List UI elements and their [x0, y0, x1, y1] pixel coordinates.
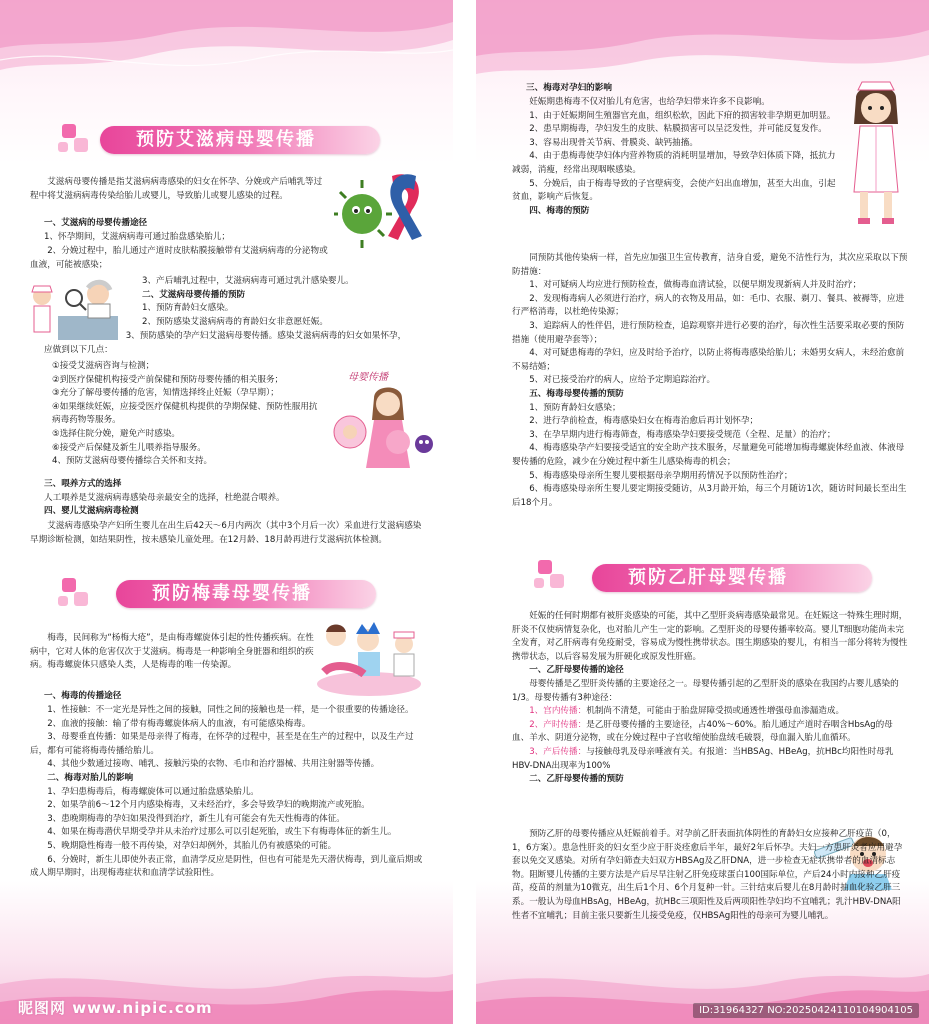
syphilis-route-item: 4、其他少数通过接吻、哺乳、接触污染的衣物、毛巾和治疗器械、共用注射器等传播。: [47, 759, 380, 770]
syphilis-prevention-item: 4、对可疑患梅毒的孕妇，应及时给予治疗，以防止将梅毒感染给胎儿；未婚男女病人，未经治愈前不易结婚；: [512, 348, 905, 372]
syphilis-routes-heading-block: [44, 690, 424, 704]
aids-prevention-item: 2、预防感染艾滋病病毒的育龄妇女非意愿妊娠。: [142, 316, 328, 327]
hepb-prevention-heading: 二、乙肝母婴传播的预防: [529, 774, 624, 785]
syphilis-mother-item: 3、容易出现骨关节病、骨膜炎、缺钙抽搐。: [529, 137, 698, 148]
aids-route-item: 2、分娩过程中，胎儿通过产道时皮肤粘膜接触带有艾滋病病毒的分泌物或血液，可能被感染；: [30, 246, 328, 270]
banner-deco-square: [62, 124, 76, 138]
syphilis-prevention-item: 同预防其他传染病一样，首先应加强卫生宣传教育，洁身自爱，避免不洁性行为，其次应采取以下预防措施：: [512, 253, 908, 277]
syphilis-prevention-item: 2、发现梅毒病人必须进行治疗，病人的衣物及用品，如：毛巾、衣服、剃刀、餐具、被褥等，应进行严格消毒，以杜绝传染源；: [512, 293, 905, 318]
aids-route-item: 1、怀孕期间，艾滋病病毒可通过胎盘感染胎儿；: [44, 231, 230, 242]
nurse-illustration: [840, 80, 912, 230]
watermark: 昵图网 www.nipic.com: [18, 999, 213, 1017]
aids-testing-heading: 四、婴儿艾滋病病毒检测: [44, 506, 139, 517]
banner-deco-square: [58, 142, 68, 152]
aids-check-item: ⑥接受产后保健及新生儿喂养指导服务。: [52, 442, 206, 453]
banner-deco-square: [74, 592, 88, 606]
hepb-route-label: 1、宫内传播：: [529, 706, 587, 717]
aids-route2-block: [30, 245, 330, 272]
aids-feeding-text: 人工喂养是艾滋病病毒感染母亲最安全的选择，杜绝混合喂养。: [44, 492, 285, 503]
aids-checklist: [52, 360, 326, 469]
syphilis-mtct-heading: 五、梅毒母婴传播的预防: [529, 388, 624, 399]
aids-testing-text: 艾滋病毒感染孕产妇所生婴儿在出生后42天～6月内两次（其中3个月后一次）采血进行艾滋病感染早期诊断检测，如结果阴性，按未感染儿童处理。在12月龄、18月龄再进行艾滋病抗体检测。: [30, 521, 422, 545]
aids-feeding-block: [44, 478, 424, 519]
hepb-route-text: 机制尚不清楚，可能由于胎盘屏障受损或通透性增强母血渗漏造成。: [586, 706, 845, 717]
hepb-prevention-block-a: [512, 828, 903, 923]
syphilis-fetus-item: 6、分娩时，新生儿即使外表正常，血清学反应是阴性，但也有可能是先天潜伏梅毒，到儿童后期或成人期早期时，出现梅毒症状和血清学试验阳性。: [30, 854, 423, 879]
syphilis-intro: 梅毒，民间称为“杨梅大疮”，是由梅毒螺旋体引起的性传播疾病。在性病中，它对人体的危害仅次于艾滋病。梅毒是一种影响全身脏器和组织的疾病。梅毒螺旋体只感染人类，人是梅毒的唯一传染源。: [30, 633, 314, 671]
top-wave-decoration: [0, 0, 453, 90]
syphilis-route-item: 3、母婴垂直传播：如果是母亲得了梅毒，在怀孕的过程中，甚至是在生产的过程中，以及生产过后，都有可能将梅毒传播给胎儿。: [30, 732, 414, 756]
syphilis-intro-block: [30, 632, 320, 673]
top-wave-decoration: [476, 0, 929, 90]
aids-prevention-item: 1、预防育龄妇女感染。: [142, 303, 234, 314]
syphilis-mother-item: 1、由于妊娠期间生殖器官充血，组织松软，因此下疳的损害较非孕期更加明显。: [529, 110, 836, 121]
hepb-route-item: [512, 705, 908, 719]
banner-deco-square: [62, 578, 76, 592]
syphilis-mtct-item: 5、梅毒感染母亲所生婴儿要根据母亲孕期用药情况予以预防性治疗；: [529, 470, 793, 481]
banner-deco-square: [550, 574, 564, 588]
aids-intro: 艾滋病母婴传播是指艾滋病病毒感染的妇女在怀孕、分娩或产后哺乳等过程中将艾滋病病毒传染给胎儿或婴儿，导致胎儿或婴儿感染的过程。: [30, 177, 323, 201]
syphilis-mother-heading: 三、梅毒对孕妇的影响: [526, 83, 612, 93]
pregnant-mother-illustration: [330, 380, 436, 472]
aids-routes-block: [44, 217, 334, 244]
syphilis-prevention-item: 1、对可疑病人均应进行预防检查，做梅毒血清试验，以便早期发现新病人并及时治疗；: [529, 280, 862, 291]
aids-check-item: ①接受艾滋病咨询与检测；: [52, 361, 155, 371]
id-tag: ID:31964327 NO:20250424110104904105: [693, 1003, 919, 1018]
syphilis-mother-item: 2、患早期梅毒，孕妇发生的皮肤、粘膜损害可以呈泛发性，并可能反复发作。: [529, 124, 827, 135]
aids-prevention-heading: 二、艾滋病母婴传播的预防: [142, 289, 246, 300]
aids-prevention-item: 4、预防艾滋病母婴传播综合关怀和支持。: [52, 456, 213, 467]
syphilis-routes-block: [30, 704, 426, 881]
illustration-label: 母婴传播: [348, 372, 388, 383]
syphilis-fetus-item: 1、孕妇患梅毒后，梅毒螺旋体可以通过胎盘感染胎儿。: [47, 786, 259, 797]
syphilis-banner: 预防梅毒母婴传播: [116, 580, 376, 608]
hepb-route-item: [512, 719, 908, 746]
banner-deco-square: [58, 596, 68, 606]
syphilis-mother-item: 妊娠期患梅毒不仅对胎儿有危害，也给孕妇带来许多不良影响。: [529, 97, 770, 107]
syphilis-fetus-item: 3、患晚期梅毒的孕妇如果没得到治疗，新生儿有可能会有先天性梅毒的体征。: [47, 813, 345, 824]
syphilis-fetus-item: 4、如果在梅毒潜伏早期受孕并从未治疗过那么可以引起死胎，或生下有梅毒体征的新生儿。: [47, 827, 397, 838]
hepb-intro: 妊娠的任何时期都有被肝炎感染的可能，其中乙型肝炎病毒感染最常见。在妊娠这一特殊生理时期，肝炎不仅使病情复杂化，也对胎儿产生一定的影响。乙型肝炎的母婴传播率较高。婴儿T细胞功能尚未完全发育，对乙肝病毒有免疫耐受，容易成为慢性携带状态。围生期感染的婴儿，有相当一部分将转为慢性携带状态，以后容易发展为肝硬化或原发性肝癌。: [512, 611, 908, 662]
syphilis-mother-item: 4、由于患梅毒使孕妇体内营养物质的消耗明显增加，导致孕妇体质下降，抵抗力减弱，消瘦，经常出现咽喉感染。: [512, 151, 836, 175]
left-panel: [0, 0, 453, 1024]
hepb-route-text: 是乙肝母婴传播的主要途径，占40%～60%。胎儿通过产道时吞咽含HbsAg的母血、羊水、阴道分泌物，或在分娩过程中子宫收缩使胎盘绒毛破裂，母血漏入胎儿血循环。: [512, 719, 893, 744]
aids-check-item: ⑤选择住院分娩，避免产时感染。: [52, 428, 181, 439]
syphilis-routes-heading: 一、梅毒的传播途径: [44, 691, 122, 701]
syphilis-fetus-item: 2、如果孕前6～12个月内感染梅毒，又未经治疗，多会导致孕妇的晚期流产或死胎。: [47, 800, 370, 811]
aids-intro-block: [30, 176, 328, 203]
syphilis-mtct-item: 6、梅毒感染母亲所生婴儿要定期接受随访，从3月龄开始，每三个月随访1次，随访时间最长至出生后18个月。: [512, 484, 907, 508]
syphilis-prevention-item: 3、追踪病人的性伴侣，进行预防检查，追踪观察并进行必要的治疗，每次性生活要采取必要的预防措施（使用避孕套等）；: [512, 320, 905, 345]
hepb-route-label: 3、产后传播：: [529, 746, 587, 757]
right-panel: [476, 0, 929, 1024]
hepb-intro-block: [512, 610, 908, 787]
syphilis-prevention-heading: 四、梅毒的预防: [529, 205, 590, 216]
syphilis-prevention-block: [512, 252, 908, 510]
syphilis-route-item: 1、性接触：不一定光是异性之间的接触，同性之间的接触也是一样，是一个很重要的传播途径。: [47, 705, 414, 715]
aids-route-item: 3、产后哺乳过程中，艾滋病病毒可通过乳汁感染婴儿。: [142, 276, 354, 286]
aids-routes-heading: 一、艾滋病的母婴传播途径: [44, 218, 148, 228]
hepb-route-text: 与接触母乳及母亲唾液有关。有报道：当HBSAg、HBeAg，抗HBc均阳性时母乳HBV-DNA出现率为100%: [512, 746, 894, 771]
syphilis-mtct-item: 1、预防育龄妇女感染；: [529, 402, 621, 413]
hepb-prevention-text: 预防乙肝的母婴传播应从妊娠前着手。对孕前乙肝表面抗体阴性的育龄妇女应接种乙肝疫苗（0，1，6方案）。患急性肝炎的妇女至少应于肝炎痊愈后半年，最好2年后怀孕。夫妇一方患肝炎者应用避孕套以免交叉感染。对所有孕妇筛查夫妇双方HBSAg及乙肝DNA，进一步检查无症状携带者的血清标志物。阻断婴儿传播的主要方法是产后尽早注射乙肝免疫球蛋白100国际单位，产后24小时内接种乙肝疫苗，疫苗的剂量为10微克，出生后1个月、6个月复种一针。三针结束后婴儿在8月龄时抽血化验乙肝三系。一般认为母血HBsAg，HBeAg，抗HBc三项阳性及后两项阳性孕妇均不宜哺乳；乳汁HBV-DNA阳性者不宜哺乳；目前主张只要新生儿接受免疫，仅HBSAg阳性的母亲可为婴儿哺乳。: [512, 829, 903, 921]
syphilis-mtct-item: 2、进行孕前检查，梅毒感染妇女在梅毒治愈后再计划怀孕；: [529, 416, 759, 427]
ribbon-virus-illustration: [334, 170, 432, 254]
syphilis-mtct-item: 3、在孕早期内进行梅毒筛查，梅毒感染孕妇要接受规范（全程、足量）的治疗；: [529, 429, 836, 440]
aids-check-item: ②到医疗保健机构接受产前保健和预防母婴传播的相关服务；: [52, 374, 284, 385]
banner-deco-square: [538, 560, 552, 574]
syphilis-mother-block: [512, 96, 844, 218]
aids-feeding-heading: 三、喂养方式的选择: [44, 479, 122, 489]
syphilis-mother-heading-block: [526, 82, 836, 96]
banner-deco-square: [74, 138, 88, 152]
patients-illustration: [314, 622, 424, 698]
syphilis-fetus-heading: 二、梅毒对胎儿的影响: [47, 772, 134, 783]
hepb-route-label: 2、产时传播：: [529, 719, 587, 730]
hepb-banner: 预防乙肝母婴传播: [592, 564, 872, 592]
syphilis-mtct-item: 4、梅毒感染孕产妇要接受适宜的安全助产技术服务，尽量避免可能增加梅毒螺旋体经血液、体液母婴传播的危险，减少在分娩过程中新生儿感染梅毒的机会；: [512, 443, 905, 467]
aids-prevention-block: [142, 275, 412, 329]
aids-check-item: ④如果继续妊娠，应接受医疗保健机构提供的孕期保健、预防性服用抗病毒药物等服务。: [52, 401, 318, 426]
aids-prevention-item: 3、预防感染的孕产妇艾滋病母婴传播。感染艾滋病病毒的妇女如果怀孕，应做到以下几点：: [44, 331, 407, 355]
syphilis-mother-item: 5、分娩后，由于梅毒导致的子宫壁病变，会使产妇出血增加，甚至大出血，引起贫血，影响产后恢复。: [512, 178, 836, 203]
hepb-route-item: [512, 746, 908, 773]
banner-deco-square: [534, 578, 544, 588]
hepb-routes-heading: 一、乙肝母婴传播的途径: [529, 665, 624, 676]
syphilis-route-item: 2、血液的接触：输了带有梅毒螺旋体病人的血液，有可能感染梅毒。: [47, 718, 311, 729]
syphilis-fetus-item: 5、晚期隐性梅毒一般不再传染，对孕妇却例外，其胎儿仍有被感染的可能。: [47, 840, 337, 851]
hepb-route-intro: 母婴传播是乙型肝炎传播的主要途径之一。母婴传播引起的乙型肝炎的感染在我国约占婴儿感染的1/3。母婴传播有3种途径：: [512, 678, 899, 703]
aids-testing-block: [30, 520, 426, 547]
syphilis-prevention-item: 5、对已接受治疗的病人，应给予定期追踪治疗。: [529, 375, 716, 386]
aids-banner: 预防艾滋病母婴传播: [100, 126, 380, 154]
aids-prevention3-block: [44, 330, 414, 357]
aids-check-item: ③充分了解母婴传播的危害，知情选择终止妊娠（孕早期）；: [52, 388, 279, 399]
